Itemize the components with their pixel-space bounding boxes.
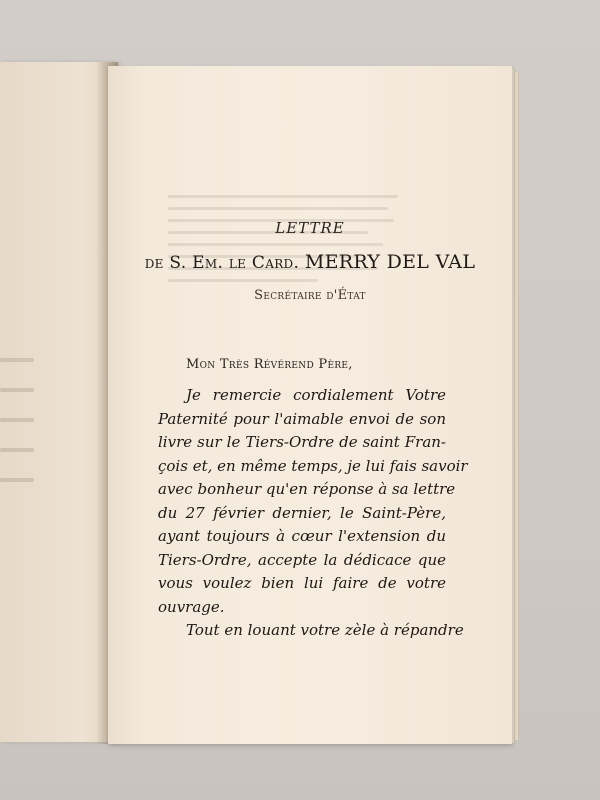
salutation: Mon Très Révérend Père,	[186, 357, 353, 372]
body-line: avec bonheur qu'en réponse à sa lettre	[158, 480, 456, 498]
body-line: vous voulez bien lui faire de votre	[158, 574, 446, 592]
letter-title: LETTRE	[275, 219, 345, 237]
body-line: livre sur le Tiers-Ordre de saint Fran-	[158, 433, 446, 451]
letter-subtitle: Secrétaire d'État	[254, 288, 366, 303]
body-line: Paternité pour l'aimable envoi de son	[158, 409, 446, 428]
header-prefix: de S. Em. le Card.	[144, 253, 300, 273]
show-through-text	[0, 332, 40, 532]
body-line: Je remercie cordialement Votre	[186, 386, 446, 404]
letter-body	[158, 384, 468, 643]
body-line: ayant toujours à cœur l'extension du	[158, 527, 446, 545]
body-line: Tout en louant votre zèle à répandre	[186, 621, 464, 639]
body-line: Tiers-Ordre, accepte la dédicace que	[158, 550, 446, 569]
letter-header	[108, 251, 512, 273]
body-line: ouvrage.	[158, 597, 225, 616]
body-line: çois et, en même temps, je lui fais savoir	[158, 456, 468, 475]
right-page	[108, 66, 512, 744]
cardinal-name: MERRY DEL VAL	[304, 251, 476, 273]
body-line: du 27 février dernier, le Saint-Père,	[158, 503, 446, 522]
